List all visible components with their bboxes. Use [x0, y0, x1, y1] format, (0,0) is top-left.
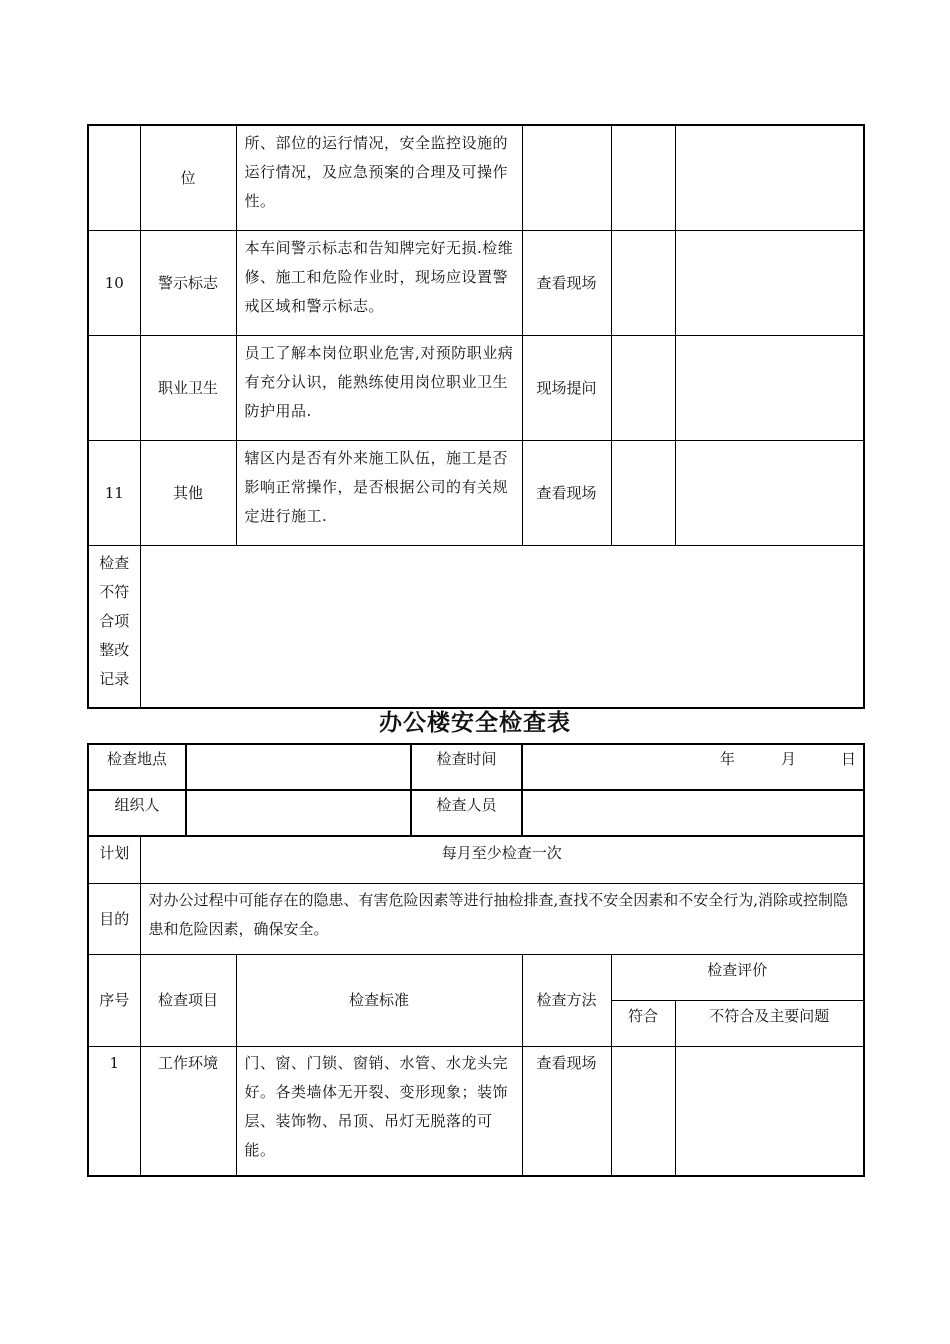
col-conform: 符合 [611, 1001, 675, 1047]
conform-cell[interactable] [611, 231, 675, 336]
col-evaluation: 检查评价 [611, 955, 864, 1001]
date-month: 月 [781, 750, 797, 768]
nonconform-cell[interactable] [675, 336, 864, 441]
organizer-field[interactable] [186, 790, 411, 836]
col-method: 检查方法 [522, 955, 611, 1047]
date-day: 日 [841, 750, 857, 768]
purpose-label: 目的 [88, 884, 140, 955]
col-num: 序号 [88, 955, 140, 1047]
inspection-method: 现场提问 [522, 336, 611, 441]
row-number: 1 [88, 1047, 140, 1177]
row-number: 10 [88, 231, 140, 336]
time-label: 检查时间 [411, 744, 522, 790]
nonconform-cell[interactable] [675, 231, 864, 336]
purpose-row [88, 884, 864, 955]
nonconform-cell[interactable] [675, 1047, 864, 1177]
row-number [88, 336, 140, 441]
date-year: 年 [720, 750, 736, 768]
plan-label: 计划 [88, 837, 140, 884]
inspection-standard: 员工了解本岗位职业危害,对预防职业病有充分认识，能熟练使用岗位职业卫生防护用品. [236, 336, 522, 441]
inspection-table [87, 836, 865, 1177]
record-label-line: 整改 [99, 641, 130, 659]
record-label-line: 记录 [99, 670, 130, 688]
table-row [88, 336, 864, 441]
location-label: 检查地点 [88, 744, 186, 790]
inspection-item: 职业卫生 [140, 336, 236, 441]
header-row [88, 790, 864, 836]
record-content[interactable] [140, 546, 864, 709]
inspection-item: 警示标志 [140, 231, 236, 336]
purpose-value: 对办公过程中可能存在的隐患、有害危险因素等进行抽检排查,查找不安全因素和不安全行为,消除或控制隐患和危险因素，确保安全。 [140, 884, 864, 955]
inspector-field[interactable] [522, 790, 864, 836]
inspection-standard: 门、窗、门锁、窗销、水管、水龙头完好。各类墙体无开裂、变形现象；装饰层、装饰物、吊顶、吊灯无脱落的可能。 [236, 1047, 522, 1177]
inspection-item: 位 [140, 125, 236, 231]
table-row [88, 1047, 864, 1177]
conform-cell[interactable] [611, 336, 675, 441]
header-row [88, 744, 864, 790]
page-title: 办公楼安全检查表 [379, 710, 571, 736]
organizer-label: 组织人 [88, 790, 186, 836]
inspection-method: 查看现场 [522, 231, 611, 336]
plan-value: 每月至少检查一次 [140, 837, 864, 884]
record-label-line: 不符 [99, 583, 130, 601]
conform-cell[interactable] [611, 1047, 675, 1177]
inspector-label: 检查人员 [411, 790, 522, 836]
row-number: 11 [88, 441, 140, 546]
nonconform-cell[interactable] [675, 125, 864, 231]
inspection-standard: 所、部位的运行情况，安全监控设施的运行情况，及应急预案的合理及可操作性。 [236, 125, 522, 231]
continued-inspection-table [87, 124, 865, 709]
inspection-standard: 本车间警示标志和告知牌完好无损.检维修、施工和危险作业时，现场应设置警戒区域和警示标志。 [236, 231, 522, 336]
record-row [88, 546, 864, 709]
column-header-row [88, 955, 864, 1001]
conform-cell[interactable] [611, 441, 675, 546]
col-nonconform: 不符合及主要问题 [675, 1001, 864, 1047]
table-row [88, 231, 864, 336]
nonconform-cell[interactable] [675, 441, 864, 546]
date-field[interactable] [522, 744, 864, 790]
record-label-line: 检查 [99, 554, 130, 572]
table-row [88, 125, 864, 231]
inspection-item: 工作环境 [140, 1047, 236, 1177]
inspection-method: 查看现场 [522, 441, 611, 546]
header-table [87, 743, 865, 837]
conform-cell[interactable] [611, 125, 675, 231]
col-item: 检查项目 [140, 955, 236, 1047]
table-row [88, 441, 864, 546]
inspection-item: 其他 [140, 441, 236, 546]
row-number [88, 125, 140, 231]
inspection-method [522, 125, 611, 231]
location-field[interactable] [186, 744, 411, 790]
record-label [88, 546, 140, 709]
inspection-standard: 辖区内是否有外来施工队伍，施工是否影响正常操作，是否根据公司的有关规定进行施工. [236, 441, 522, 546]
col-standard: 检查标准 [236, 955, 522, 1047]
inspection-method: 查看现场 [522, 1047, 611, 1177]
record-label-line: 合项 [99, 612, 130, 630]
plan-row [88, 837, 864, 884]
